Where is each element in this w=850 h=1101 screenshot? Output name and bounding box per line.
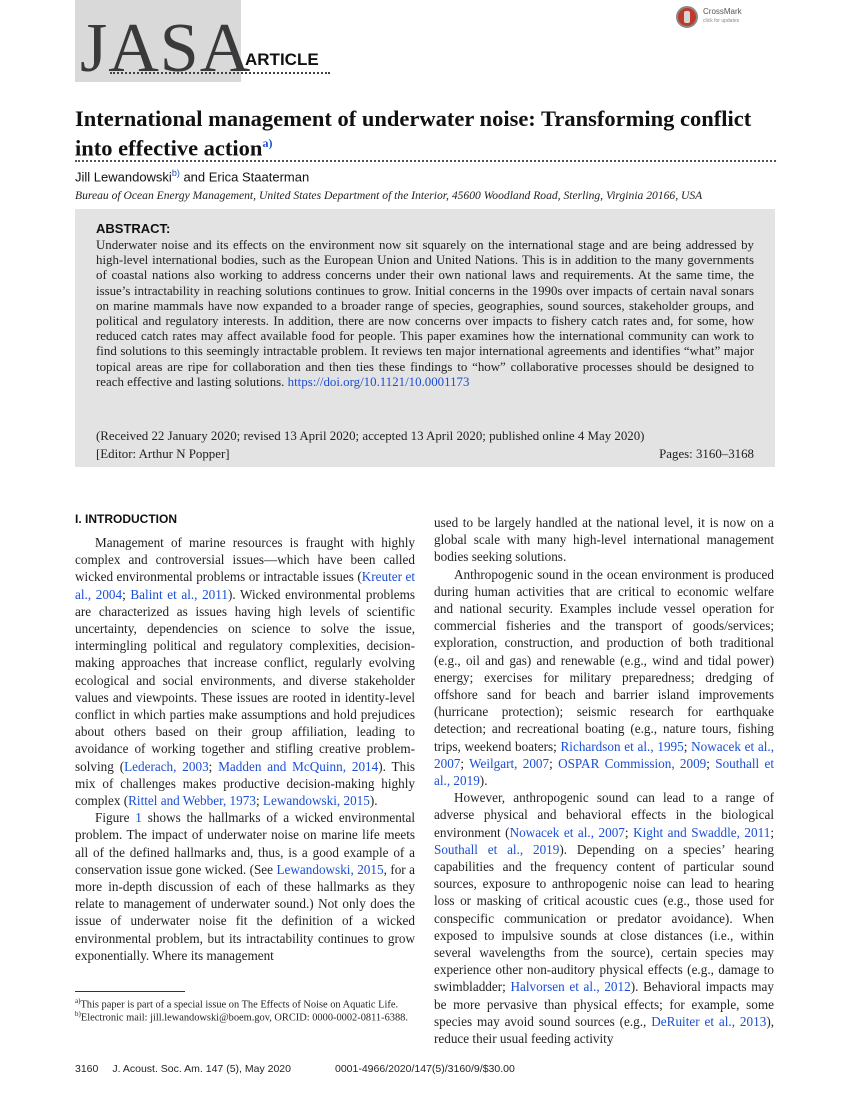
received-dates: (Received 22 January 2020; revised 13 April 2020; accepted 13 April 2020; published online 4 May 2020)	[96, 429, 645, 443]
paragraph	[75, 534, 415, 809]
text-run: ;	[460, 755, 470, 771]
footnote-marker: b)	[75, 1010, 81, 1018]
doi-link[interactable]: https://doi.org/10.1121/10.0001173	[287, 374, 470, 389]
crossmark-icon[interactable]	[676, 6, 698, 28]
crossmark-sublabel[interactable]: click for updates	[703, 18, 740, 24]
paragraph	[75, 809, 415, 964]
citation-link[interactable]: Balint et al., 2011	[130, 586, 228, 602]
text-run: ;	[770, 824, 774, 840]
footnote-rule	[75, 991, 185, 992]
article-title	[75, 107, 775, 161]
citation-link[interactable]: Lederach, 2003	[124, 758, 209, 774]
journal-logo: JASA	[80, 10, 252, 87]
text-run: ;	[706, 755, 716, 771]
journal-issue: (5), May 2020	[226, 1063, 291, 1075]
text-run: ), reduce their usual feeding activity	[434, 1013, 775, 1047]
page-range: Pages: 3160–3168	[659, 447, 754, 461]
citation-link[interactable]: Nowacek et al., 2007	[434, 738, 774, 771]
journal-abbrev: J. Acoust. Soc. Am.	[112, 1063, 203, 1075]
page-number: 3160	[75, 1063, 99, 1075]
text-run: ). This mix of challenges makes productive decision-making highly complex (	[75, 758, 415, 809]
text-run: ;	[255, 793, 263, 809]
abstract-heading: ABSTRACT:	[96, 221, 171, 236]
abstract-body: Underwater noise and its effects on the environment now sit squarely on the international stage and are being addressed by high-level international bodies, such as the European Union and United Nations. This is in addition to the many governments of coastal nations also working to address concerns under their own national laws and requirements. At the same time, the issue’s intractability in reaching solutions continues to grow. Initial concerns in the 1990s over impacts of certain naval sonars on marine mammals have now expanded to a broader range of species, geographies, sound sources, stakeholder groups, and political and regulatory interests. In addition, there are now concerns over impacts to fishery catch rates and, for some, how reduced catch rates may affect available food for people. This paper examines how the international community can work to find solutions to this seemingly intractable problem. It reviews ten major international agreements and identifies “what” major topical areas are ripe for collaboration and then ties these findings to “how” collaborative processes should be designed to reach effective and lasting solutions.	[96, 238, 754, 389]
citation-link[interactable]: Madden and McQuinn, 2014	[218, 758, 379, 774]
title-dotted-rule	[75, 160, 776, 162]
author-affiliation: Bureau of Ocean Energy Management, United States Department of the Interior, 45600 Woodland Road, Sterling, Virginia 20166, USA	[75, 189, 703, 202]
text-run: However, anthropogenic sound can lead to a range of adverse physical and behavioral effects in the biological environment (	[434, 790, 774, 840]
citation-link[interactable]: Halvorsen et al., 2012	[510, 979, 631, 995]
text-run: ). Wicked environmental problems are characterized as issues having high levels of scientific uncertainty, dependencies on science to solve the issue, intermingling political and regulatory complexities, decision-making approaches that increase conflict, regularly evolving ecological and social environments, and diverse stakeholder values and viewpoints. These issues are rooted in identity-level conflict in which parties make assumptions and hold prejudices about others based on their group affiliation, leading to avoidance of working together and stifling creative problem-solving (	[75, 586, 415, 774]
citation-link[interactable]: Nowacek et al., 2007	[509, 824, 625, 840]
right-column	[434, 514, 774, 1047]
text-run: ). Behavioral impacts may be more pervasive than physical effects; for example, some species may avoid sound sources (e.g.,	[434, 979, 774, 1029]
page-footer	[75, 1063, 529, 1075]
crossmark-label[interactable]: CrossMark	[703, 7, 742, 16]
text-run: Figure	[95, 810, 136, 826]
footnote-text: This paper is part of a special issue on The Effects of Noise on Aquatic Life.	[80, 999, 399, 1011]
text-run: ;	[549, 755, 559, 771]
citation-link[interactable]: Southall et al., 2019	[434, 755, 774, 789]
citation-link[interactable]: Weilgart, 2007	[469, 755, 550, 771]
header-dotted-rule	[110, 72, 330, 74]
article-title-text: International management of underwater noise: Transforming conflict into effective action	[75, 106, 752, 161]
paragraph: used to be largely handled at the national level, it is now on a global scale with many high-level international management bodies seeking solutions.	[434, 515, 774, 565]
author-name: and Erica Staaterman	[179, 169, 310, 185]
author-footnote-marker[interactable]: b)	[171, 168, 180, 178]
footnote	[75, 1008, 415, 1024]
text-run: ).	[369, 793, 378, 809]
text-run: ;	[208, 758, 219, 774]
text-run: ).	[479, 773, 488, 789]
text-run: Anthropogenic sound in the ocean environment is produced during human activities that are critical to economic welfare and national security. Examples include vessel operation for commercial fisheries and the transport of goods/services; exploration, construction, and production of both traditional (e.g., oil and gas) and renewable (e.g., wind and tidal power) energy; exercises for military preparedness; dredging of offshore sand for beach and barrier island improvements (hurricane protection); seismic research for earthquake detection; and recreational boating (e.g., nature tours, fishing trips, weekend boaters;	[434, 566, 774, 754]
text-run: ). Depending on a species’ hearing capabilities and the frequency content of particular sound sources, exposure to anthropogenic noise can lead to hearing loss or masking of critical acoustic cues (e.g., those used for conspecific communication or predator avoidance). When exposed to impulsive sounds at close distances (i.e., within several wavelengths from the source), certain species may experience other non-auditory physical effects (e.g., damage to swimbladder;	[434, 841, 774, 995]
citation-link[interactable]: Kight and Swaddle, 2011	[633, 824, 771, 840]
citation-link[interactable]: Lewandowski, 2015	[262, 793, 370, 809]
citation-link[interactable]: Southall et al., 2019	[434, 841, 560, 857]
figure-link[interactable]: 1	[135, 810, 142, 826]
abstract-text	[96, 238, 754, 390]
citation-link[interactable]: DeRuiter et al., 2013	[651, 1013, 767, 1029]
article-code: 0001-4966/2020/147(5)/3160/9/$30.00	[334, 1063, 515, 1075]
author-list	[75, 168, 309, 184]
text-run: ;	[624, 824, 634, 840]
footnote-marker: a)	[75, 997, 81, 1005]
text-run: ;	[122, 586, 131, 602]
citation-link[interactable]: OSPAR Commission, 2009	[558, 755, 707, 771]
text-run: Management of marine resources is fraught with highly complex and controversial issues—which have been called wicked environmental problems or intractable issues (	[75, 535, 415, 585]
author-name: Jill Lewandowski	[75, 169, 172, 185]
title-footnote-marker[interactable]: a)	[262, 136, 273, 150]
section-heading: I. INTRODUCTION	[75, 512, 177, 526]
editor-line: [Editor: Arthur N Popper]	[96, 447, 230, 461]
journal-volume: 147	[205, 1063, 224, 1075]
citation-link[interactable]: Richardson et al., 1995	[560, 738, 684, 754]
paragraph	[434, 566, 774, 790]
paragraph	[434, 789, 774, 1047]
citation-link[interactable]: Rittel and Webber, 1973	[128, 793, 256, 809]
crossmark-badge[interactable]	[676, 4, 756, 32]
article-type-label: ARTICLE	[245, 50, 319, 69]
citation-link[interactable]: Lewandowski, 2015	[276, 861, 384, 877]
text-run: ;	[683, 738, 692, 754]
text-run: shows the hallmarks of a wicked environmental problem. The impact of underwater noise on marine life meets all of the defined hallmarks and, thus, is a good example of a conservation issue gone wicked. (See	[75, 810, 415, 877]
text-run: , for a more in-depth discussion of each of these hallmarks as they relate to management of underwater sound.) Not only does the issue of underwater noise fit the definition of a wicked environmental problem, but its intractability continues to grow exponentially. Where its management	[75, 861, 416, 963]
footnote-text: Electronic mail: jill.lewandowski@boem.gov, ORCID: 0000-0002-0811-6388.	[80, 1012, 408, 1024]
left-column	[75, 534, 415, 964]
citation-link[interactable]: Kreuter et al., 2004	[75, 569, 415, 602]
